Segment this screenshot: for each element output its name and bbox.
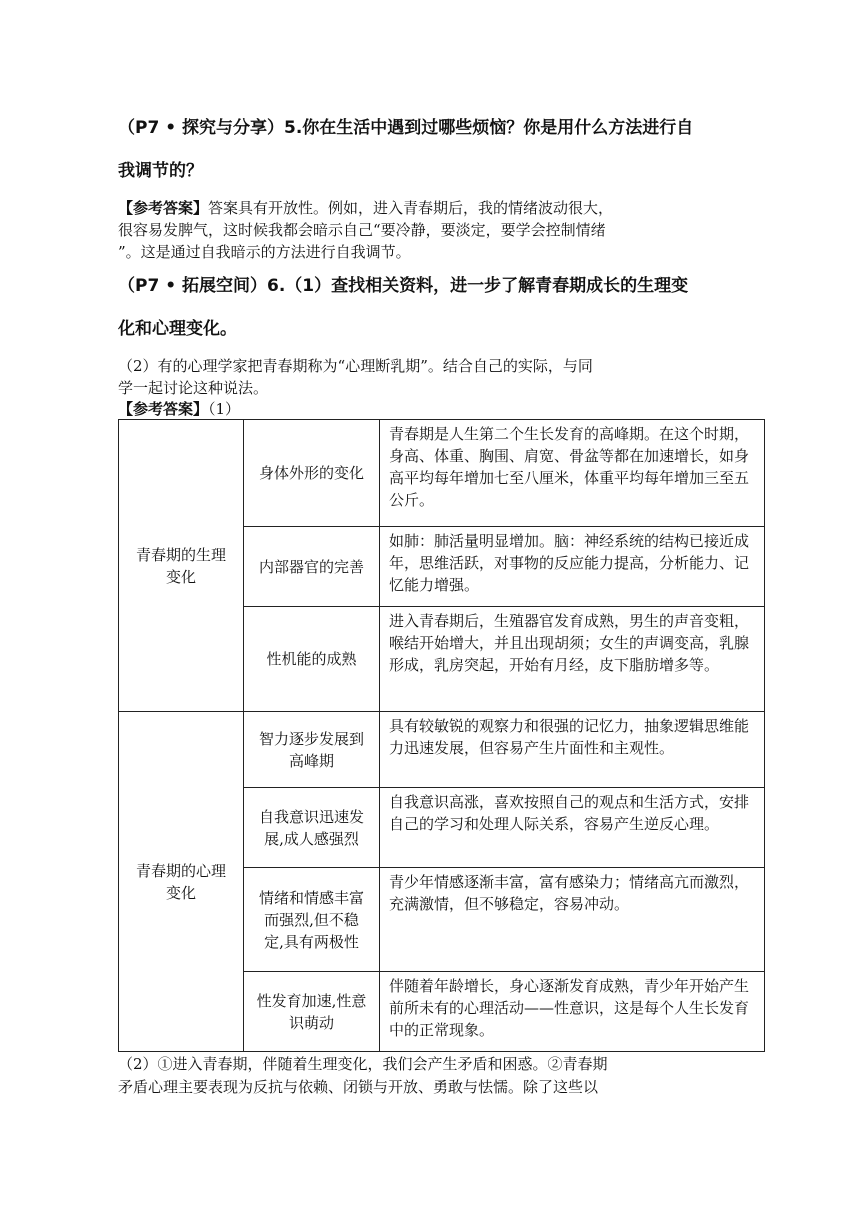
answer-6-part-2-line-2: 矛盾心理主要表现为反抗与依赖、闭锁与开放、勇敢与怯懦。除了这些以 <box>118 1078 599 1096</box>
aspect-cell: 性发育加速,性意识萌动 <box>244 972 380 1052</box>
aspect-cell: 自我意识迅速发展,成人感强烈 <box>244 788 380 868</box>
aspect-cell: 情绪和情感丰富而强烈,但不稳定,具有两极性 <box>244 868 380 972</box>
answer-5-text: 答案具有开放性。例如，进入青春期后，我的情绪波动很大， <box>208 199 614 217</box>
category-cell: 青春期的生理变化 <box>119 420 244 712</box>
question-6-line-2: 化和心理变化。 <box>118 319 237 339</box>
answer-6-part: （1） <box>208 400 241 418</box>
answer-5-line-1 <box>118 197 744 219</box>
detail-cell: 青少年情感逐渐丰富，富有感染力；情绪高亢而激烈，充满激情，但不够稳定，容易冲动。 <box>380 868 765 972</box>
question-6-sub-line-1: （2）有的心理学家把青春期称为“心理断乳期”。结合自己的实际，与同 <box>118 357 593 375</box>
question-5-line-2: 我调节的？ <box>118 161 203 181</box>
table-row <box>119 712 765 788</box>
question-6-line-1: （P7 • 拓展空间）6.（1）查找相关资料，进一步了解青春期成长的生理变 <box>118 276 689 296</box>
aspect-cell: 身体外形的变化 <box>244 420 380 527</box>
aspect-cell: 性机能的成熟 <box>244 607 380 712</box>
answer-6-label: 【参考答案】 <box>118 400 209 418</box>
answer-5-line-3: ”。这是通过自我暗示的方法进行自我调节。 <box>118 243 411 261</box>
detail-cell: 具有较敏锐的观察力和很强的记忆力，抽象逻辑思维能力迅速发展，但容易产生片面性和主观性。 <box>380 712 765 788</box>
answer-table <box>118 419 765 1052</box>
question-5-line-1: （P7 • 探究与分享）5.你在生活中遇到过哪些烦恼？你是用什么方法进行自 <box>118 118 694 138</box>
detail-cell: 自我意识高涨，喜欢按照自己的观点和生活方式，安排自己的学习和处理人际关系，容易产生逆反心理。 <box>380 788 765 868</box>
detail-cell: 伴随着年龄增长，身心逐渐发育成熟，青少年开始产生前所未有的心理活动——性意识，这是每个人生长发育中的正常现象。 <box>380 972 765 1052</box>
answer-6-heading <box>118 398 744 420</box>
category-cell: 青春期的心理变化 <box>119 712 244 1052</box>
detail-cell: 青春期是人生第二个生长发育的高峰期。在这个时期，身高、体重、胸围、肩宽、骨盆等都在加速增长，如身高平均每年增加七至八厘米，体重平均每年增加三至五公斤。 <box>380 420 765 527</box>
answer-5-line-2: 很容易发脾气，这时候我都会暗示自己“要冷静，要淡定，要学会控制情绪 <box>118 221 606 239</box>
aspect-cell: 内部器官的完善 <box>244 527 380 607</box>
detail-cell: 如肺：肺活量明显增加。脑：神经系统的结构已接近成年，思维活跃，对事物的反应能力提高，分析能力、记忆能力增强。 <box>380 527 765 607</box>
aspect-cell: 智力逐步发展到高峰期 <box>244 712 380 788</box>
answer-6-part-2-line-1: （2）①进入青春期，伴随着生理变化，我们会产生矛盾和困惑。②青春期 <box>118 1055 608 1073</box>
question-6-sub-line-2: 学一起讨论这种说法。 <box>118 379 269 397</box>
detail-cell: 进入青春期后，生殖器官发育成熟，男生的声音变粗，喉结开始增大，并且出现胡须；女生的声调变高，乳腺形成，乳房突起，开始有月经，皮下脂肪增多等。 <box>380 607 765 712</box>
table-row <box>119 420 765 527</box>
answer-5-label: 【参考答案】 <box>118 199 209 217</box>
